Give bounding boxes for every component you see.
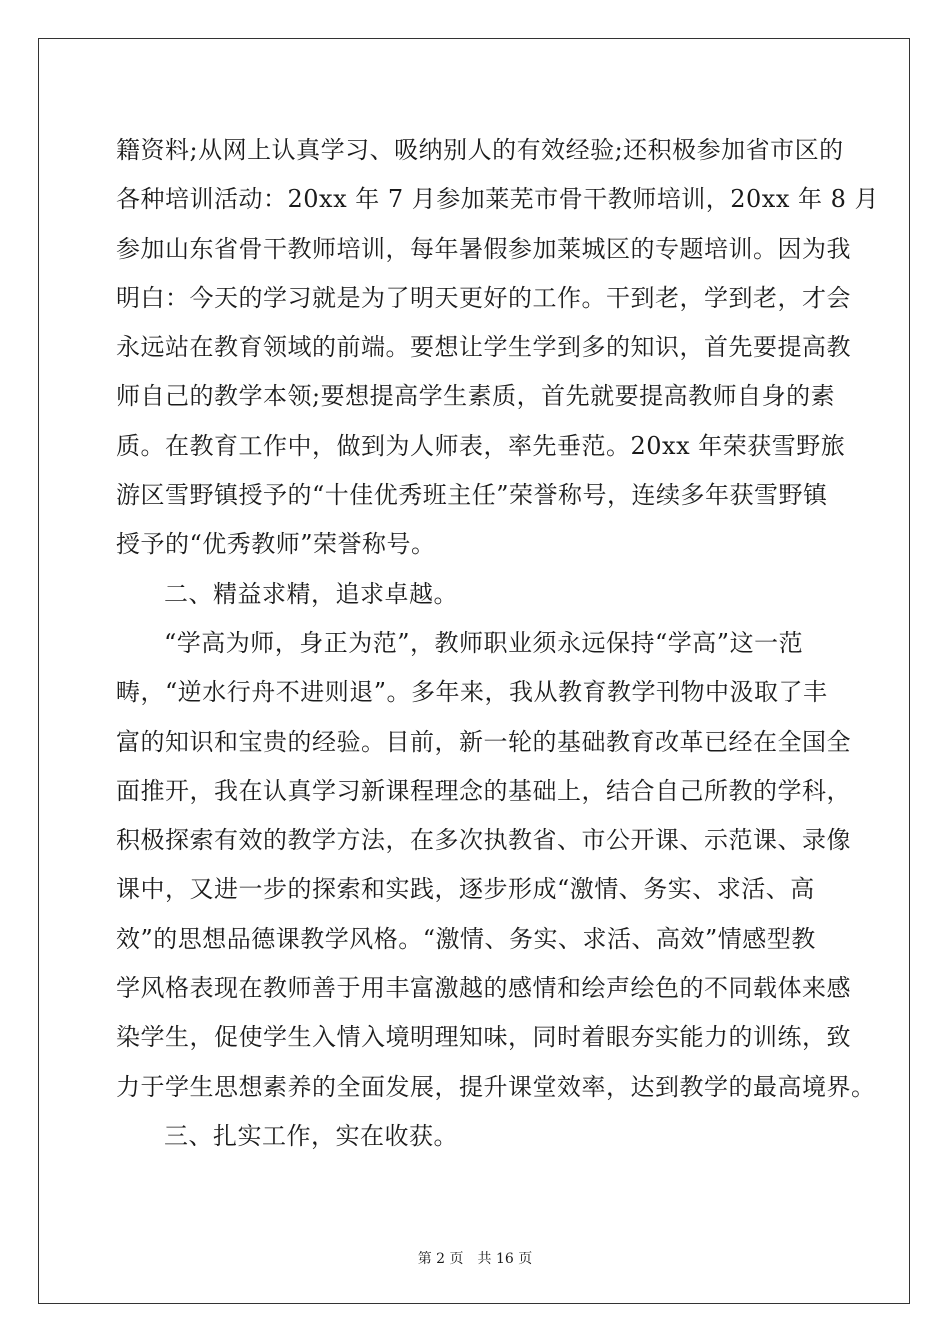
page-number-footer: 第 2 页 共 16 页 <box>417 1251 533 1267</box>
text-line: 授予的“优秀教师”荣誉称号。 <box>116 530 436 559</box>
text-line: 积极探索有效的教学方法，在多次执教省、市公开课、示范课、录像 <box>116 826 851 855</box>
text-line: 畴，“逆水行舟不进则退”。多年来，我从教育教学刊物中汲取了丰 <box>116 678 828 707</box>
text-line: 各种培训活动：20xx 年 7 月参加莱芜市骨干教师培训，20xx 年 8 月 <box>116 185 880 214</box>
text-line: 永远站在教育领域的前端。要想让学生学到多的知识，首先要提高教 <box>116 333 851 362</box>
document-body <box>116 126 880 1161</box>
text-line: “学高为师，身正为范”，教师职业须永远保持“学高”这一范 <box>164 628 804 657</box>
text-line: 面推开，我在认真学习新课程理念的基础上，结合自己所教的学科， <box>116 776 851 805</box>
section-heading-3: 三、扎实工作，实在收获。 <box>164 1121 458 1150</box>
text-line: 力于学生思想素养的全面发展，提升课堂效率，达到教学的最高境界。 <box>116 1072 876 1101</box>
text-line: 师自己的教学本领;要想提高学生素质，首先就要提高教师自身的素 <box>116 382 836 411</box>
section-heading-2: 二、精益求精，追求卓越。 <box>164 579 458 608</box>
text-line: 籍资料;从网上认真学习、吸纳别人的有效经验;还积极参加省市区的 <box>116 136 844 164</box>
text-line: 质。在教育工作中，做到为人师表，率先垂范。20xx 年荣获雪野旅 <box>116 431 846 460</box>
text-line: 游区雪野镇授予的“十佳优秀班主任”荣誉称号，连续多年获雪野镇 <box>116 481 828 510</box>
text-line: 课中，又进一步的探索和实践，逐步形成“激情、务实、求活、高 <box>116 875 815 904</box>
text-line: 学风格表现在教师善于用丰富激越的感情和绘声绘色的不同载体来感 <box>116 974 851 1003</box>
text-line: 效”的思想品德课教学风格。“激情、务实、求活、高效”情感型教 <box>116 924 816 953</box>
text-line: 参加山东省骨干教师培训，每年暑假参加莱城区的专题培训。因为我 <box>116 234 851 263</box>
text-line: 富的知识和宝贵的经验。目前，新一轮的基础教育改革已经在全国全 <box>116 727 851 756</box>
text-line: 染学生，促使学生入情入境明理知味，同时着眼夯实能力的训练，致 <box>116 1023 851 1052</box>
text-line: 明白：今天的学习就是为了明天更好的工作。干到老，学到老，才会 <box>116 283 851 312</box>
